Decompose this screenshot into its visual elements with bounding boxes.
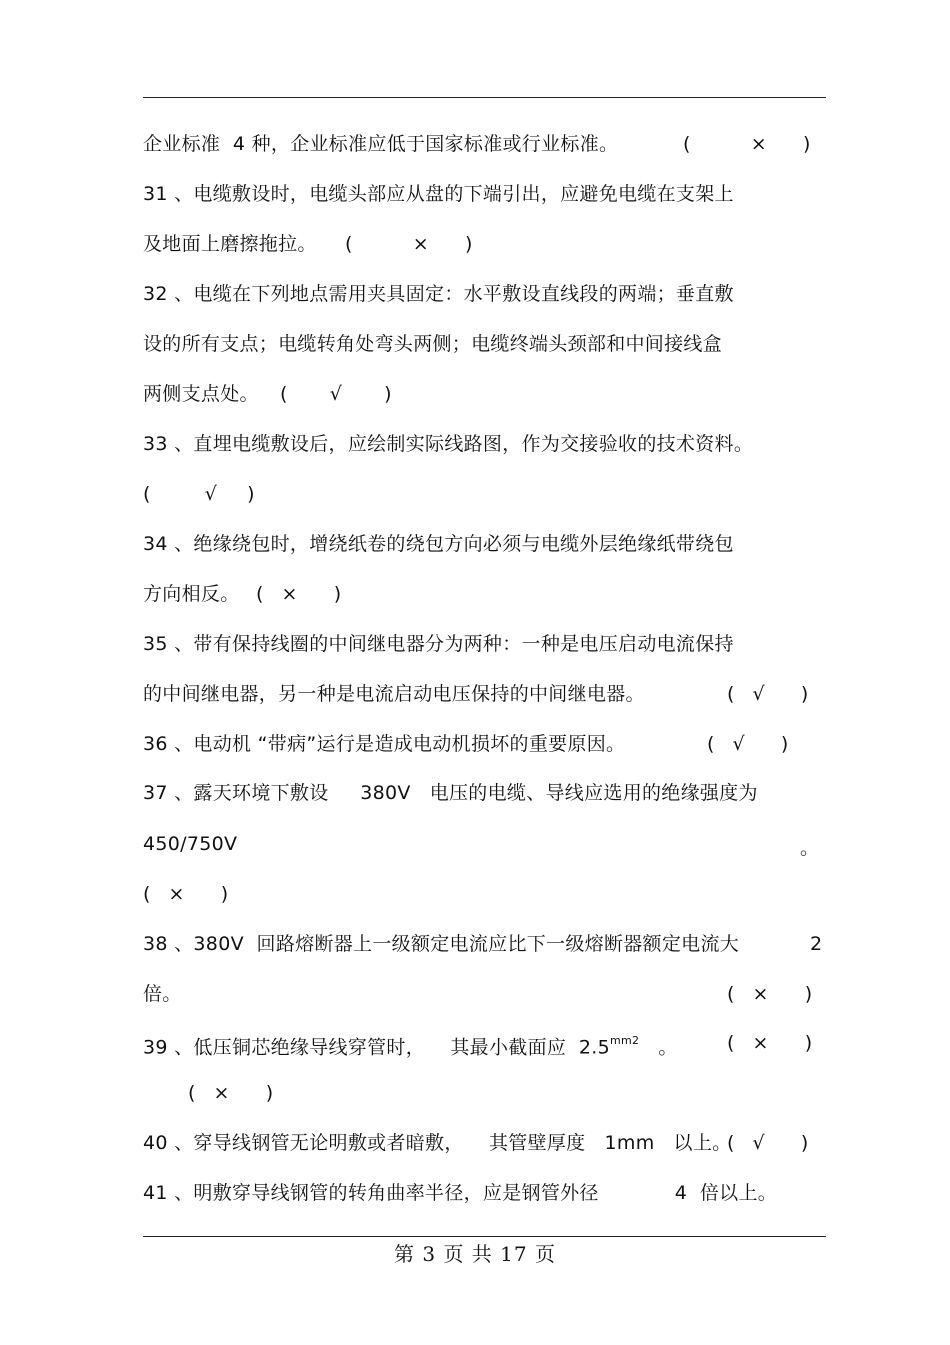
text-line-22: 41 、明敷穿导线钢管的转角曲率半径，应是钢管外径 4 倍以上。 [143,1182,778,1204]
text-line-15: 450/750V [143,833,238,855]
text-line-18: 倍。 [143,983,182,1005]
text-line-1: 企业标准 4 种，企业标准应低于国家标准或行业标准。 [143,133,619,155]
text-line-19-after: 。 [639,1036,678,1059]
text-line-9: 34 、绝缘绕包时，增绕纸卷的绕包方向必须与电缆外层绝缘纸带绕包 [143,533,734,555]
text-line-7: 33 、直埋电缆敷设后，应绘制实际线路图，作为交接验收的技术资料。 [143,433,754,455]
text-line-6: 两侧支点处。 [143,383,259,405]
answer-mark-13: ( √ ) [707,733,789,755]
header-rule [143,97,826,98]
text-line-11: 35 、带有保持线圈的中间继电器分为两种：一种是电压启动电流保持 [143,633,734,655]
text-line-4: 32 、电缆在下列地点需用夹具固定：水平敷设直线段的两端；垂直敷 [143,283,734,305]
text-line-21: 40 、穿导线钢管无论明敷或者暗敷， 其管壁厚度 1mm 以上。 [143,1132,732,1154]
unit-superscript: mm2 [609,1034,640,1047]
answer-mark-6: ( √ ) [280,383,392,405]
answer-mark-16: ( × ) [143,883,229,905]
text-line-12: 的中间继电器，另一种是电流启动电压保持的中间继电器。 [143,683,645,705]
page-footer: 第 3 页 共 17 页 [394,1242,556,1266]
text-line-10: 方向相反。 [143,583,240,605]
answer-mark-1: ( × ) [683,133,811,155]
footer-rule [143,1236,826,1237]
answer-mark-20: ( × ) [188,1082,274,1104]
answer-mark-18: ( × ) [727,983,813,1005]
answer-mark-12: ( √ ) [727,683,809,705]
text-line-3: 及地面上磨擦拖拉。 [143,233,317,255]
text-line-14: 37 、露天环境下敷设 380V 电压的电缆、导线应选用的绝缘强度为 [143,782,758,804]
answer-mark-8: ( √ ) [143,483,255,505]
text-line-19 [143,1031,678,1059]
answer-mark-3: ( × ) [345,233,473,255]
period-mark-15: 。 [800,837,820,859]
text-line-5: 设的所有支点；电缆转角处弯头两侧；电缆终端头颈部和中间接线盒 [143,333,723,355]
text-line-19-main: 39 、低压铜芯绝缘导线穿管时， 其最小截面应 2.5 [143,1036,610,1059]
number-mark-17: 2 [810,933,823,955]
text-line-13: 36 、电动机 “带病”运行是造成电动机损坏的重要原因。 [143,733,626,755]
text-line-2: 31 、电缆敷设时，电缆头部应从盘的下端引出，应避免电缆在支架上 [143,183,734,205]
answer-mark-10: ( × ) [256,583,342,605]
text-line-17: 38 、380V 回路熔断器上一级额定电流应比下一级熔断器额定电流大 [143,933,740,955]
answer-mark-21: ( √ ) [727,1132,809,1154]
answer-mark-19: ( × ) [727,1032,813,1054]
